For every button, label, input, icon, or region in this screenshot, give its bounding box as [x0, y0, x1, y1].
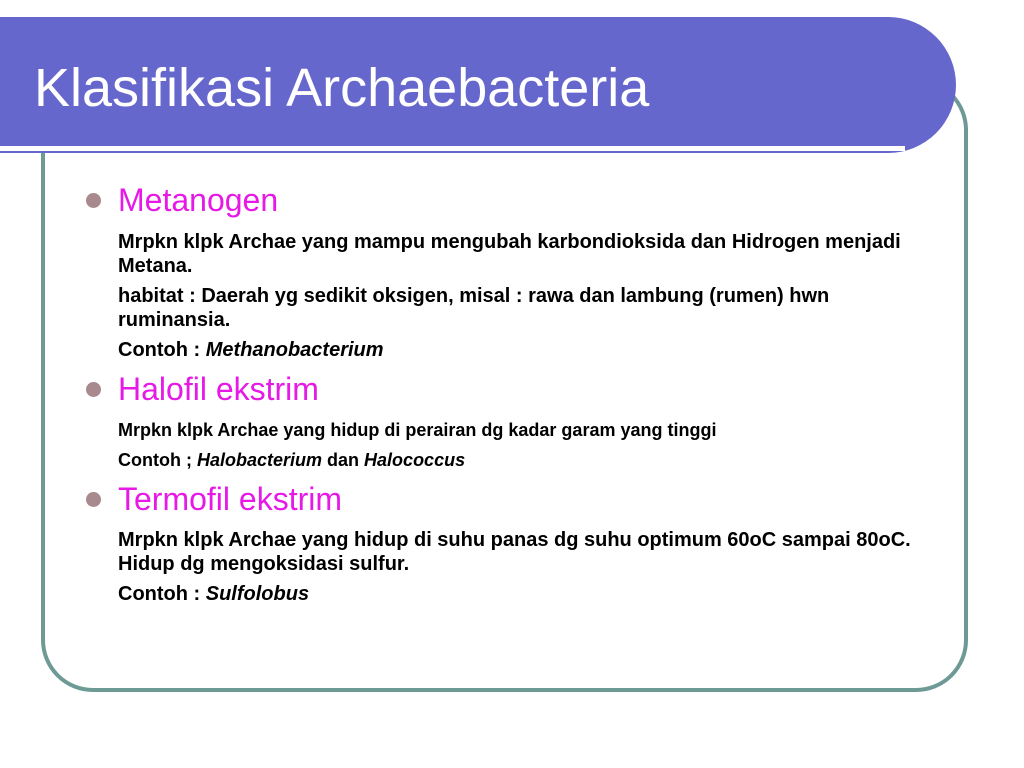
example-species: Halobacterium — [196, 450, 323, 470]
title-underline — [0, 146, 905, 151]
description-text: Mrpkn klpk Archae yang mampu mengubah karbondioksida dan Hidrogen menjadi Metana. — [118, 231, 901, 277]
example-label: Contoh ; — [118, 450, 197, 470]
example-species: Sulfolobus — [205, 583, 310, 605]
description-text: Mrpkn klpk Archae yang hidup di suhu panas dg suhu optimum 60oC sampai 80oC. Hidup dg mengoksidasi sulfur. — [118, 529, 911, 575]
example-joiner: dan — [322, 450, 365, 470]
bullet-dot-icon — [86, 492, 101, 507]
bullet-heading: Halofil ekstrim — [118, 371, 319, 407]
example-species: Methanobacterium — [205, 339, 384, 361]
bullet-dot-icon — [86, 382, 101, 397]
example-label: Contoh : — [118, 339, 206, 361]
bullet-heading: Metanogen — [118, 182, 279, 218]
title-bar — [0, 17, 956, 153]
bullet-item-metanogen — [82, 181, 932, 362]
example-text — [118, 582, 932, 606]
example-label: Contoh : — [118, 583, 206, 605]
example-text — [118, 448, 932, 472]
habitat-text: habitat : Daerah yg sedikit oksigen, misal : rawa dan lambung (rumen) hwn ruminansia. — [118, 285, 830, 331]
bullet-list — [82, 181, 932, 606]
bullet-heading: Termofil ekstrim — [118, 481, 343, 517]
bullet-item-halofil — [82, 370, 932, 472]
bullet-dot-icon — [86, 193, 101, 208]
description-text: Mrpkn klpk Archae yang hidup di perairan dg kadar garam yang tinggi — [118, 420, 717, 440]
example-species: Halococcus — [364, 450, 466, 470]
slide-title: Klasifikasi Archaebacteria — [34, 58, 650, 118]
example-text — [118, 338, 932, 362]
bullet-item-termofil — [82, 480, 932, 606]
